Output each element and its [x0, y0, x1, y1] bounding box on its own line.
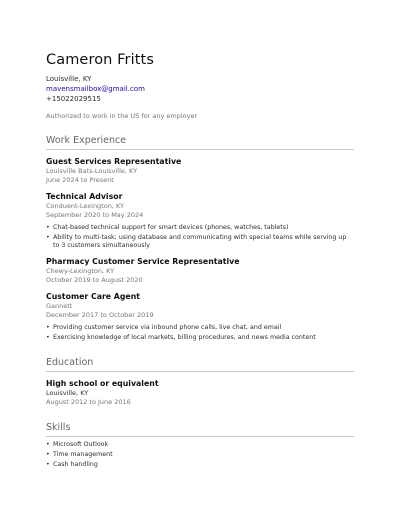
job-dates: September 2020 to May 2024 [46, 211, 144, 219]
job-bullet: • Providing customer service via inbound phone calls, live chat, and email [46, 324, 354, 332]
education-section [46, 357, 354, 407]
job-title: Guest Services Representative [46, 157, 182, 166]
skill-item: • Time management [46, 451, 354, 459]
skills-section [46, 422, 354, 469]
job-company: Conduent-Lexington, KY [46, 202, 124, 210]
education-location: Louisville, KY [46, 389, 89, 397]
education-dates: August 2012 to June 2016 [46, 398, 131, 406]
work-experience-section [46, 135, 354, 342]
candidate-location: Louisville, KY [46, 75, 92, 83]
job-bullets [46, 224, 354, 250]
skill-item: • Cash handling [46, 461, 354, 469]
work-authorization: Authorized to work in the US for any employer [46, 112, 198, 120]
job-title: Technical Advisor [46, 192, 123, 201]
education-entry [46, 378, 354, 407]
job-entry [46, 191, 354, 250]
job-title: Customer Care Agent [46, 292, 140, 301]
job-bullet: • Chat-based technical support for smart devices (phones, watches, tablets) [46, 224, 354, 232]
candidate-name: Cameron Fritts [46, 52, 154, 68]
job-company: Chewy-Lexington, KY [46, 267, 115, 275]
candidate-phone: +15022029515 [46, 95, 101, 103]
skill-item: • Microsoft Outlook [46, 441, 354, 449]
education-degree: High school or equivalent [46, 379, 159, 388]
work-experience-heading: Work Experience [46, 135, 354, 150]
resume-header [46, 52, 354, 120]
job-dates: December 2017 to October 2019 [46, 311, 154, 319]
job-company: Gannett [46, 302, 73, 310]
job-entry [46, 256, 354, 285]
education-heading: Education [46, 357, 354, 372]
job-bullet: • Ability to multi-task; using database and communicating with special teams while serving up to 3 customers simultaneously [46, 234, 354, 250]
job-entry [46, 156, 354, 185]
skills-heading: Skills [46, 422, 354, 437]
job-dates: October 2019 to August 2020 [46, 276, 143, 284]
job-company: Louisville Bats-Louisville, KY [46, 167, 138, 175]
job-bullet: • Exercising knowledge of local markets, billing procedures, and news media content [46, 334, 354, 342]
job-entry [46, 291, 354, 342]
job-dates: June 2024 to Present [46, 176, 114, 184]
skills-list [46, 441, 354, 469]
candidate-email-link[interactable]: mavensmailbox@gmail.com [46, 85, 145, 93]
job-bullets [46, 324, 354, 342]
job-title: Pharmacy Customer Service Representative [46, 257, 240, 266]
